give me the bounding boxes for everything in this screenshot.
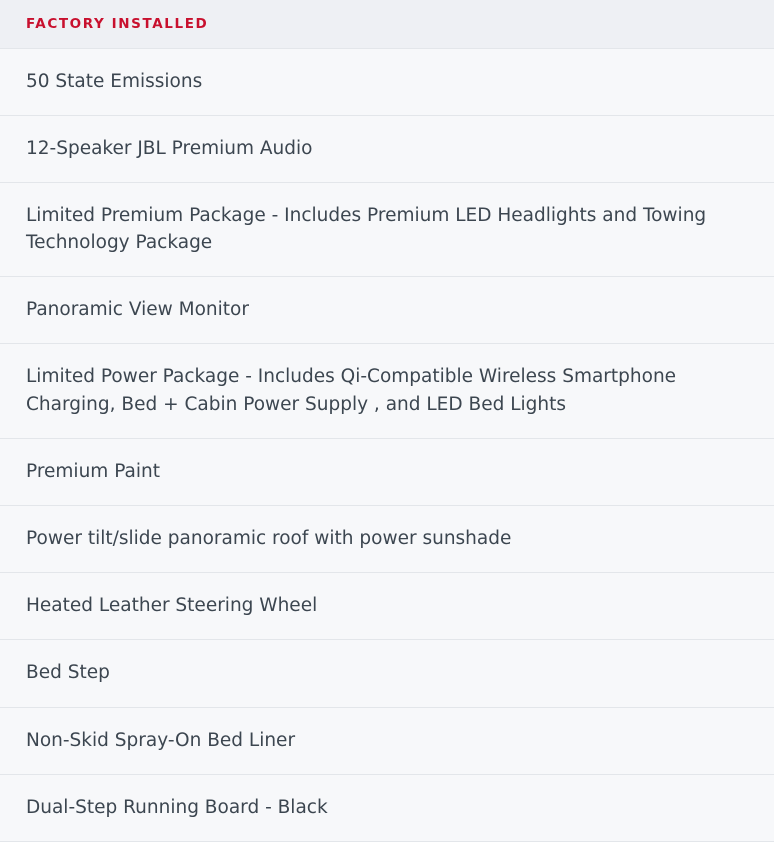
- list-item: [0, 572, 774, 639]
- list-item: [0, 505, 774, 572]
- feature-label: Dual-Step Running Board - Black: [26, 796, 328, 818]
- list-item: [0, 774, 774, 842]
- feature-label: Heated Leather Steering Wheel: [26, 595, 318, 617]
- list-item: [0, 115, 774, 182]
- feature-label: Bed Step: [26, 662, 110, 684]
- section-header-title: FACTORY INSTALLED: [26, 16, 209, 32]
- list-item: [0, 343, 774, 437]
- feature-label: Panoramic View Monitor: [26, 299, 249, 321]
- list-item: [0, 639, 774, 706]
- feature-label: Non-Skid Spray-On Bed Liner: [26, 729, 296, 751]
- feature-label: Power tilt/slide panoramic roof with power sunshade: [26, 528, 512, 549]
- list-item: [0, 276, 774, 343]
- feature-label: 50 State Emissions: [26, 70, 203, 92]
- feature-label: Limited Power Package - Includes Qi-Compatible Wireless Smartphone Charging, Bed + Cabin Power Supply , and LED Bed Lights: [26, 366, 677, 415]
- feature-label: 12-Speaker JBL Premium Audio: [26, 137, 313, 159]
- list-item: [0, 48, 774, 115]
- list-item: [0, 707, 774, 774]
- feature-list: [0, 48, 774, 842]
- feature-label: Premium Paint: [26, 460, 160, 482]
- list-item: [0, 182, 774, 276]
- feature-label: Limited Premium Package - Includes Premium LED Headlights and Towing Technology Package: [26, 204, 707, 254]
- section-header: [0, 0, 774, 48]
- list-item: [0, 438, 774, 505]
